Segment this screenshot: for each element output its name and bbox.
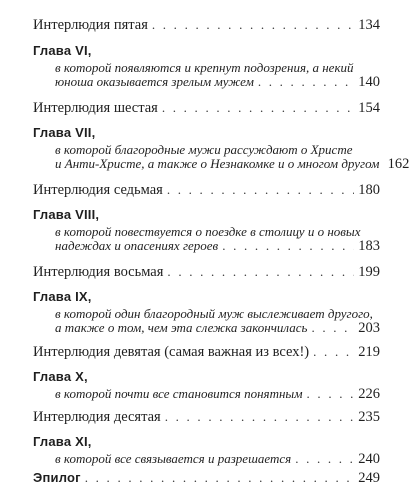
dot-leader bbox=[85, 470, 354, 486]
toc-entry-chapter-11-heading bbox=[33, 434, 380, 449]
chapter-label: Глава IX, bbox=[33, 289, 92, 304]
chapter-description-line: надеждах и опасениях героев bbox=[55, 238, 219, 253]
toc-entry-chapter-6 bbox=[55, 74, 380, 91]
page-number: 249 bbox=[358, 470, 380, 486]
page-number: 199 bbox=[358, 264, 380, 280]
entry-title: Интерлюдия восьмая bbox=[33, 264, 164, 280]
dot-leader bbox=[165, 409, 354, 425]
toc-entry-chapter-7-heading bbox=[33, 125, 380, 140]
page-number: 183 bbox=[358, 238, 380, 254]
toc-entry-chapter-10-heading bbox=[33, 369, 380, 384]
page-number: 240 bbox=[358, 451, 380, 467]
dot-leader bbox=[222, 238, 354, 254]
toc-entry-interlude-6 bbox=[33, 100, 380, 117]
toc-entry-chapter-9-heading bbox=[33, 289, 380, 304]
chapter-description-line: в которой все связывается и разрешается bbox=[55, 451, 292, 466]
page-number: 134 bbox=[358, 17, 380, 33]
chapter-description-line: в которой повествуется о поездке в столицу и о новых bbox=[55, 224, 361, 239]
chapter-label: Глава X, bbox=[33, 369, 88, 384]
chapter-description-line: в которой благородные мужи рассуждают о Христе bbox=[55, 142, 353, 157]
toc-entry-interlude-7 bbox=[33, 182, 380, 199]
toc-entry-chapter-10 bbox=[55, 386, 380, 403]
toc-entry-epilogue bbox=[33, 470, 380, 487]
dot-leader bbox=[307, 386, 354, 402]
toc-entry-chapter-6-heading bbox=[33, 43, 380, 58]
dot-leader bbox=[313, 344, 354, 360]
page-number: 203 bbox=[358, 320, 380, 336]
chapter-label: Глава XI, bbox=[33, 434, 92, 449]
toc-entry-interlude-5 bbox=[33, 17, 380, 34]
chapter-description-line: и Анти-Христе, а также о Незнакомке и о многом другом bbox=[55, 156, 380, 171]
dot-leader bbox=[162, 100, 354, 116]
page-number: 180 bbox=[358, 182, 380, 198]
chapter-description-line: а также о том, чем эта слежка закончилась bbox=[55, 320, 308, 335]
dot-leader bbox=[295, 451, 354, 467]
chapter-label: Эпилог bbox=[33, 470, 81, 485]
toc-entry-chapter-11 bbox=[55, 451, 380, 468]
dot-leader bbox=[258, 74, 354, 90]
entry-title: Интерлюдия пятая bbox=[33, 17, 148, 33]
page-number: 140 bbox=[358, 74, 380, 90]
page-number: 219 bbox=[358, 344, 380, 360]
chapter-description-line: в которой появляются и крепнут подозрения, а некий bbox=[55, 60, 354, 75]
toc-entry-chapter-8-heading bbox=[33, 207, 380, 222]
chapter-description-line: юноша оказывается зрелым мужем bbox=[55, 74, 254, 89]
dot-leader bbox=[167, 182, 354, 198]
entry-title: Интерлюдия шестая bbox=[33, 100, 158, 116]
toc-entry-chapter-9 bbox=[55, 320, 380, 337]
dot-leader bbox=[167, 264, 354, 280]
entry-title: Интерлюдия седьмая bbox=[33, 182, 163, 198]
entry-title: Интерлюдия девятая (самая важная из всех!) bbox=[33, 344, 310, 360]
dot-leader bbox=[152, 17, 354, 33]
toc-entry-interlude-8 bbox=[33, 264, 380, 281]
toc-entry-interlude-10 bbox=[33, 409, 380, 426]
chapter-label: Глава VII, bbox=[33, 125, 96, 140]
entry-title: Интерлюдия десятая bbox=[33, 409, 161, 425]
page-number: 162 bbox=[387, 156, 410, 172]
dot-leader bbox=[311, 320, 354, 336]
page-number: 235 bbox=[358, 409, 380, 425]
chapter-label: Глава VIII, bbox=[33, 207, 100, 222]
page-number: 226 bbox=[358, 386, 380, 402]
page-number: 154 bbox=[358, 100, 380, 116]
chapter-description-line: в которой почти все становится понятным bbox=[55, 386, 303, 401]
chapter-label: Глава VI, bbox=[33, 43, 92, 58]
toc-entry-interlude-9 bbox=[33, 344, 380, 361]
chapter-description-line: в которой один благородный муж выслеживает другого, bbox=[55, 306, 373, 321]
toc-entry-chapter-7 bbox=[55, 156, 410, 173]
toc-entry-chapter-8 bbox=[55, 238, 380, 255]
